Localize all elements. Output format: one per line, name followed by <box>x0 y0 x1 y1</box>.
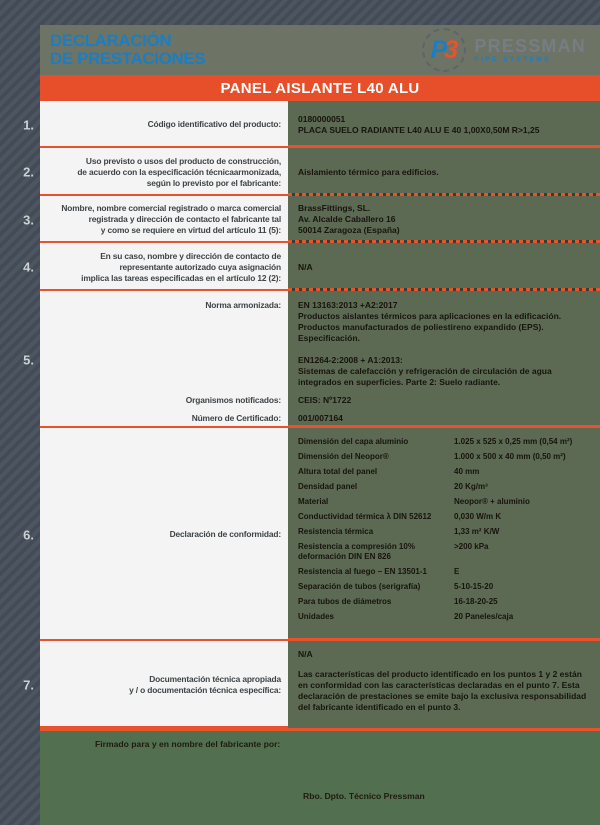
conformity-table <box>288 428 600 641</box>
property-value: 0,030 W/m K <box>454 512 502 521</box>
manufacturer-name: BrassFittings, SL. <box>298 203 371 213</box>
property-name: Dimensión del capa aluminio <box>298 437 409 446</box>
field-label-line: representante autorizado cuya asignación <box>119 261 281 272</box>
row-number: 2. <box>23 164 34 180</box>
property-value: 16-18-20-25 <box>454 596 498 606</box>
field-label: Código identificativo del producto: <box>147 119 281 129</box>
row-number: 6. <box>23 527 34 542</box>
signature-text: Rbo. Dpto. Técnico Pressman <box>303 791 425 801</box>
product-title: PANEL AISLANTE L40 ALU <box>220 79 420 97</box>
page-title <box>50 32 205 67</box>
field-label-line: En su caso, nombre y dirección de contacto de <box>100 250 281 261</box>
property-value: 1,33 m² K/W <box>454 527 500 536</box>
standard-2-desc-line: integrados en superficies. Parte 2: Suelo radiante. <box>298 377 501 387</box>
property-name: Resistencia al fuego – EN 13501-1 <box>298 566 427 576</box>
conformity-row <box>298 597 592 607</box>
label-cell <box>40 641 288 728</box>
row-number: 7. <box>23 677 34 692</box>
property-value: 1.025 x 525 x 0,25 mm (0,54 m²) <box>454 437 573 446</box>
label-cell <box>40 428 288 641</box>
notified-bodies-value: CEIS: Nº1722 <box>298 395 352 405</box>
logo-letter-p: P <box>430 35 448 64</box>
row-number: 3. <box>23 212 34 227</box>
field-label: Declaración de conformidad: <box>169 529 281 539</box>
p3-logo-icon <box>422 28 466 72</box>
representative-value: N/A <box>298 261 313 272</box>
value-cell <box>288 101 600 148</box>
field-label-line: y como se requiere en virtud del artículo 11 (5): <box>100 225 281 235</box>
property-value: >200 kPa <box>454 542 489 551</box>
label-cell <box>40 196 288 243</box>
conformity-row <box>298 512 592 522</box>
row-declaration-of-conformity <box>23 428 600 641</box>
logo-wordmark <box>474 37 586 63</box>
conformity-row <box>298 527 592 537</box>
conformity-row <box>298 542 592 561</box>
page-title-line-1: DECLARACIÓN <box>50 31 172 50</box>
logo-letter-3: 3 <box>444 35 459 64</box>
property-name: Separación de tubos (serigrafía) <box>298 581 421 591</box>
standard-2-desc-line: Sistemas de calefacción y refrigeración de circulación de agua <box>298 366 552 376</box>
label-cell <box>40 101 288 148</box>
field-label-line: según lo previsto por el fabricante: <box>146 177 281 188</box>
conformity-row <box>298 437 592 447</box>
property-value: Neopor® + aluminio <box>454 497 530 506</box>
page-title-line-2: DE PRESTACIONES <box>50 48 206 68</box>
label-cell <box>40 291 288 428</box>
conformity-row <box>298 452 592 462</box>
row-technical-documentation <box>23 641 600 728</box>
property-name: Para tubos de diámetros <box>298 596 392 606</box>
standard-1-desc-line: Productos manufacturados de poliestireno expandido (EPS). <box>298 322 544 332</box>
standard-2 <box>298 355 592 388</box>
row-number: 5. <box>23 352 34 367</box>
property-name: Dimensión del Neopor® <box>298 452 389 461</box>
label-cell <box>40 243 288 291</box>
value-cell <box>288 291 600 428</box>
declaration-document <box>23 25 600 825</box>
label-cell <box>40 148 288 196</box>
conformity-row <box>298 467 592 477</box>
certificate-number-label: Número de Certificado: <box>191 413 281 423</box>
row-manufacturer <box>23 196 600 243</box>
manufacturer-city: 50014 Zaragoza (España) <box>298 225 400 235</box>
property-value: 5-10-15-20 <box>454 581 494 591</box>
row-number: 4. <box>23 259 34 275</box>
field-label-line: implica las tareas especificadas en el artículo 12 (2): <box>81 272 281 283</box>
value-cell <box>288 196 600 243</box>
logo-tagline: PIPE SYSTEMS <box>474 56 551 63</box>
certificate-number-value: 001/007164 <box>298 413 343 423</box>
standard-1-desc-line: Especificación. <box>298 333 360 343</box>
field-label-line: de acuerdo con la especificación técnicaarmonizada, <box>77 166 281 177</box>
row-harmonized-standard <box>23 291 600 428</box>
signed-on-behalf-label: Firmado para y en nombre del fabricante por: <box>95 739 281 749</box>
conformity-row <box>298 582 592 592</box>
property-name: Unidades <box>298 611 335 621</box>
property-value: 20 Paneles/caja <box>454 611 514 621</box>
field-label-line: Nombre, nombre comercial registrado o marca comercial <box>61 203 281 213</box>
signature-footer <box>40 728 600 825</box>
property-value: 20 Kg/m³ <box>454 482 488 491</box>
value-cell <box>288 641 600 728</box>
row-product-code <box>23 101 600 148</box>
standard-2-title: EN1264-2:2008 + A1:2013: <box>298 355 403 365</box>
row-authorized-representative <box>23 243 600 291</box>
row-intended-use <box>23 148 600 196</box>
intended-use-value: Aislamiento térmico para edificios. <box>298 166 439 177</box>
field-label-line: registrada y dirección de contacto el fabricante tal <box>88 214 281 224</box>
property-value: E <box>454 566 460 576</box>
product-code-value: 0180000051 <box>298 113 346 124</box>
row-number: 1. <box>23 117 34 132</box>
property-name: Resistencia térmica <box>298 527 374 536</box>
property-value: 40 mm <box>454 467 480 476</box>
pressman-logo <box>422 27 586 73</box>
conformity-row <box>298 567 592 577</box>
property-name: Conductividad térmica λ DIN 52612 <box>298 512 432 521</box>
field-label-line: y / o documentación técnica específica: <box>129 684 281 695</box>
value-cell <box>288 148 600 196</box>
product-name-value: PLACA SUELO RADIANTE L40 ALU E 40 1,00X0,50M R>1,25 <box>298 124 540 135</box>
logo-brand-name: PRESSMAN <box>474 36 586 56</box>
value-cell <box>288 243 600 291</box>
manufacturer-address: Av. Alcalde Caballero 16 <box>298 214 396 224</box>
standard-1-title: EN 13163:2013 +A2:2017 <box>298 300 398 310</box>
product-title-bar <box>40 75 600 101</box>
conformity-row <box>298 482 592 492</box>
property-name: Densidad panel <box>298 482 358 491</box>
property-value: 1.000 x 500 x 40 mm (0,50 m²) <box>454 452 566 461</box>
notified-bodies-label: Organismos notificados: <box>185 395 281 405</box>
conformity-row <box>298 497 592 507</box>
standard-1-desc-line: Productos aislantes térmicos para aplicaciones en la edificación. <box>298 311 562 321</box>
harmonized-standard-label: Norma armonizada: <box>205 300 281 310</box>
technical-doc-value: N/A <box>298 649 313 659</box>
document-header <box>40 25 600 75</box>
property-name: Altura total del panel <box>298 467 378 476</box>
property-name: Resistencia a compresión 10% deformación DIN EN 826 <box>298 542 415 561</box>
conformity-row <box>298 612 592 622</box>
field-label-line: Uso previsto o usos del producto de construcción, <box>85 155 281 166</box>
field-label-line: Documentación técnica apropiada <box>149 673 281 684</box>
standard-1 <box>298 300 592 344</box>
conformity-statement: Las características del producto identificado en los puntos 1 y 2 están en conformidad con las características declaradas en el punto 7. Esta declaración de prestaciones se emite bajo la exclusiva responsabilidad del fabricante identificado en el punto 3. <box>298 669 587 712</box>
property-name: Material <box>298 497 329 506</box>
